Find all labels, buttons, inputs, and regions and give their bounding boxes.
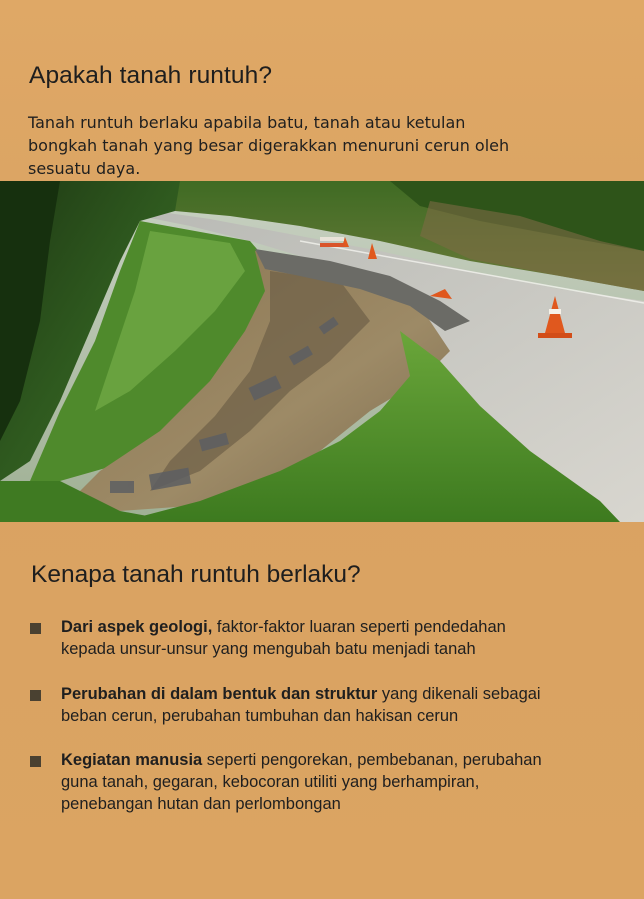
cause-line-2: kepada unsur-unsur yang mengubah batu menjadi tanah xyxy=(61,640,476,658)
section-heading-why-landslide: Kenapa tanah runtuh berlaku? xyxy=(31,561,361,588)
cause-text xyxy=(61,683,621,727)
cause-line-3: penebangan hutan dan perlombongan xyxy=(61,795,341,813)
cause-line-1: yang dikenali sebagai xyxy=(377,685,541,703)
section-heading-what-is-landslide: Apakah tanah runtuh? xyxy=(29,62,273,89)
definition-line-1: Tanah runtuh berlaku apabila batu, tanah atau ketulan xyxy=(28,113,466,132)
cause-title: Dari aspek geologi, xyxy=(61,618,213,636)
square-bullet-icon xyxy=(30,756,41,767)
landslide-road-photo xyxy=(0,181,644,522)
cause-text xyxy=(61,616,621,660)
cause-line-2: guna tanah, gegaran, kebocoran utiliti yang berhampiran, xyxy=(61,773,480,791)
cause-title: Kegiatan manusia xyxy=(61,751,203,769)
cause-line-1: faktor-faktor luaran seperti pendedahan xyxy=(212,618,506,636)
cause-title: Perubahan di dalam bentuk dan struktur xyxy=(61,685,378,703)
cause-text xyxy=(61,749,621,815)
definition-line-2: bongkah tanah yang besar digerakkan menuruni cerun oleh xyxy=(28,136,510,155)
cause-line-2: beban cerun, perubahan tumbuhan dan hakisan cerun xyxy=(61,707,459,725)
landslide-definition-paragraph xyxy=(28,111,618,180)
definition-line-3: sesuatu daya. xyxy=(28,159,141,178)
square-bullet-icon xyxy=(30,690,41,701)
square-bullet-icon xyxy=(30,623,41,634)
cause-line-1: seperti pengorekan, pembebanan, perubahan xyxy=(202,751,542,769)
